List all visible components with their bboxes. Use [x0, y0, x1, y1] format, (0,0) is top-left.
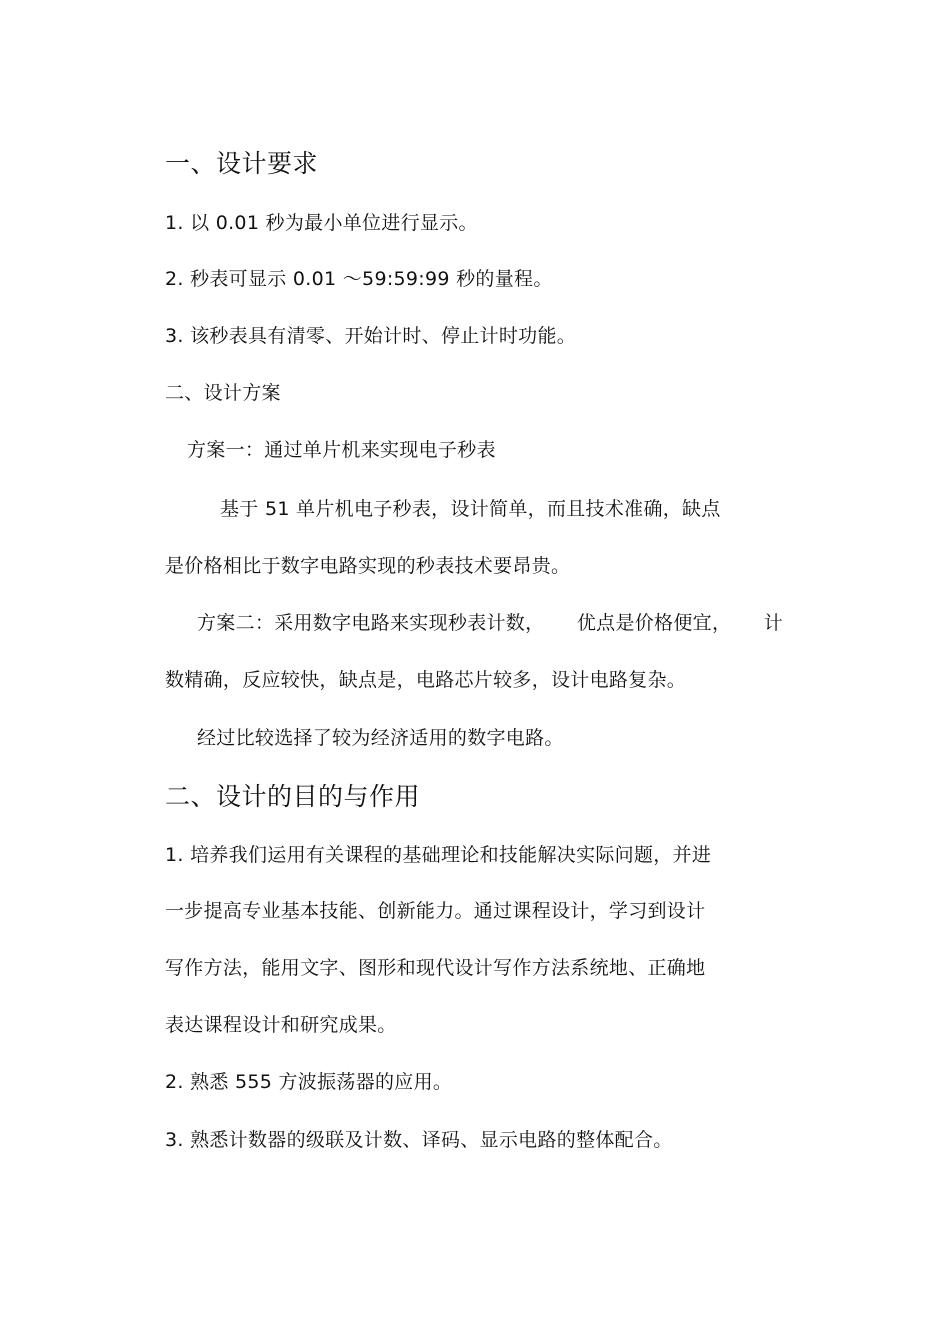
plan-1-title: 方案一：通过单片机来实现电子秒表	[187, 439, 496, 461]
plan-2-line-1-part-c: 计	[763, 612, 783, 634]
purpose-item-1-line-3: 写作方法，能用文字、图形和现代设计写作方法系统地、正确地	[165, 957, 706, 979]
plan-1-paragraph-line-2: 是价格相比于数字电路实现的秒表技术要昂贵。	[165, 555, 571, 577]
plan-conclusion: 经过比较选择了较为经济适用的数字电路。	[197, 727, 564, 749]
plan-2-line-1-part-a: 方案二：采用数字电路来实现秒表计数，	[197, 612, 545, 634]
purpose-item-1-line-1: 1. 培养我们运用有关课程的基础理论和技能解决实际问题，并进	[165, 844, 712, 866]
requirement-item-1: 1. 以 0.01 秒为最小单位进行显示。	[165, 212, 478, 234]
plan-2-line-1	[197, 611, 783, 635]
section-heading-design-plan: 二、设计方案	[165, 382, 281, 404]
plan-2-line-2: 数精确，反应较快，缺点是，电路芯片较多，设计电路复杂。	[165, 669, 687, 691]
requirement-item-2: 2. 秒表可显示 0.01 ～59:59:99 秒的量程。	[165, 268, 553, 290]
section-heading-design-requirements: 一、设计要求	[165, 149, 319, 178]
purpose-item-3: 3. 熟悉计数器的级联及计数、译码、显示电路的整体配合。	[165, 1129, 673, 1151]
purpose-item-2: 2. 熟悉 555 方波振荡器的应用。	[165, 1071, 453, 1093]
plan-2-line-1-part-b: 优点是价格便宜，	[576, 612, 732, 634]
purpose-item-1-line-2: 一步提高专业基本技能、创新能力。通过课程设计，学习到设计	[165, 900, 706, 922]
plan-1-paragraph-line-1: 基于 51 单片机电子秒表，设计简单，而且技术准确，缺点	[220, 498, 721, 520]
purpose-item-1-line-4: 表达课程设计和研究成果。	[165, 1014, 397, 1036]
requirement-item-3: 3. 该秒表具有清零、开始计时、停止计时功能。	[165, 325, 577, 347]
section-heading-purpose-and-role: 二、设计的目的与作用	[165, 782, 421, 811]
